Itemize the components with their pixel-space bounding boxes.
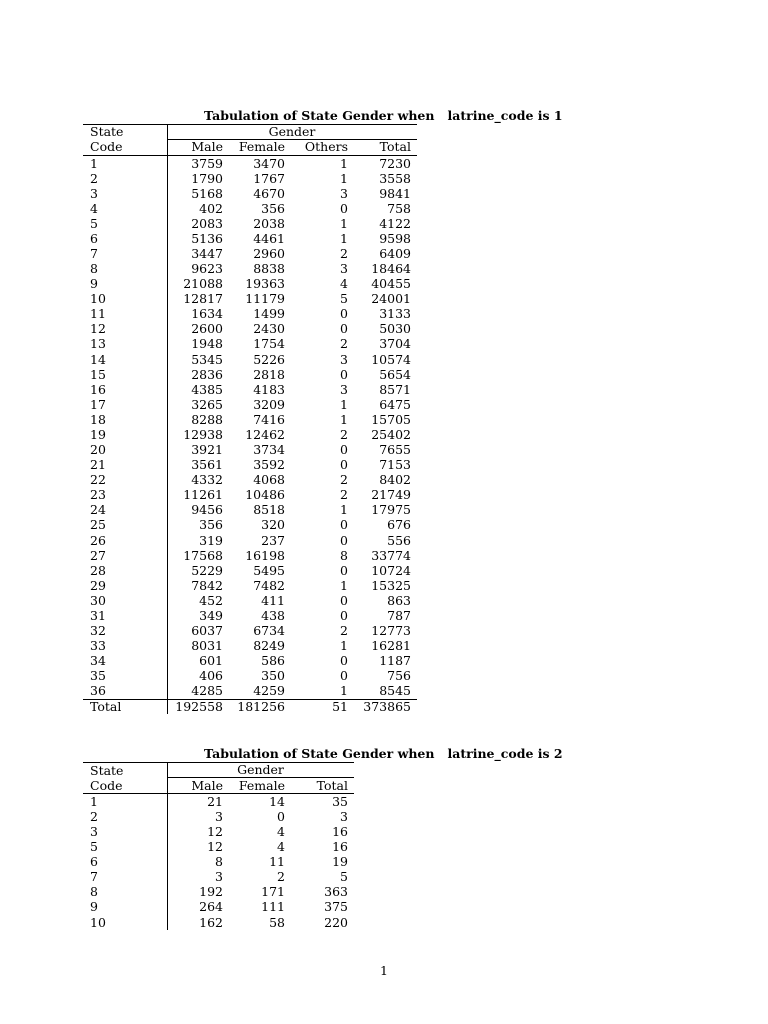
female-count-cell: 8249 [253,638,285,654]
state-code-cell: 15 [90,366,106,382]
total-count-cell: 6409 [379,245,411,261]
total-count-cell: 10724 [371,562,411,578]
female-count-cell: 350 [261,668,285,684]
male-count-cell: 4385 [191,381,223,397]
female-count-cell: 11179 [245,291,285,307]
female-count-cell: 2 [277,869,285,885]
total-count-cell: 7655 [379,442,411,458]
state-code-cell: 29 [90,577,106,593]
others-count-cell: 1 [340,577,348,593]
table-row [0,427,768,442]
male-count-cell: 406 [199,668,223,684]
state-code-cell: 13 [90,336,106,352]
male-count-cell: 8 [215,854,223,869]
female-count-cell: 58 [269,914,285,930]
others-count-cell: 2 [340,472,348,488]
table-row [0,899,768,914]
total-label: Total [90,698,122,714]
female-count-cell: 4183 [253,381,285,397]
female-count-cell: 4 [277,838,285,854]
table-row [0,809,768,824]
table-row [0,216,768,231]
male-count-cell: 21088 [183,276,223,292]
table-row [0,638,768,653]
others-count-cell: 0 [340,668,348,684]
table-row [0,869,768,884]
total-count-cell: 787 [387,607,411,623]
state-code-cell: 3 [90,185,98,201]
state-code-cell: 34 [90,653,106,669]
male-count-cell: 192558 [175,698,223,714]
total-count-cell: 7153 [379,457,411,473]
others-count-cell: 0 [340,562,348,578]
male-count-cell: 17568 [183,547,223,563]
row-header-code: Code [90,777,123,793]
table-row [0,442,768,457]
table-row [0,201,768,216]
total-count-cell: 756 [387,668,411,684]
others-count-cell: 0 [340,532,348,548]
table-row [0,824,768,839]
state-code-cell: 9 [90,899,98,915]
female-count-cell: 4259 [253,683,285,699]
total-count-cell: 3 [340,808,348,824]
total-count-cell: 18464 [371,261,411,277]
total-count-cell: 373865 [363,698,411,714]
male-count-cell: 4285 [191,683,223,699]
state-code-cell: 20 [90,442,106,458]
female-count-cell: 5226 [253,351,285,367]
male-count-cell: 21 [207,793,223,809]
male-count-cell: 8288 [191,411,223,427]
male-count-cell: 319 [199,532,223,548]
female-count-cell: 111 [261,899,285,915]
male-count-cell: 5229 [191,562,223,578]
others-count-cell: 1 [340,502,348,518]
female-count-cell: 14 [269,793,285,809]
female-count-cell: 181256 [237,698,285,714]
group-header-gender: Gender [268,123,316,139]
female-count-cell: 6734 [253,622,285,638]
table-row [0,412,768,427]
column-header-others: Others [304,138,348,154]
state-code-cell: 28 [90,562,106,578]
page-number: 1 [380,962,388,978]
state-code-cell: 6 [90,854,98,869]
table-row [0,306,768,321]
others-count-cell: 5 [340,291,348,307]
state-code-cell: 22 [90,472,106,488]
others-count-cell: 3 [340,351,348,367]
table-row [0,397,768,412]
table-row [0,156,768,171]
female-count-cell: 4 [277,823,285,839]
female-count-cell: 4670 [253,185,285,201]
table-title: Tabulation of State Gender when latrine_code is 2 [204,745,563,761]
male-count-cell: 8031 [191,638,223,654]
female-count-cell: 320 [261,517,285,533]
female-count-cell: 11 [269,854,285,869]
state-code-cell: 8 [90,884,98,900]
table-row [0,367,768,382]
male-count-cell: 2083 [191,215,223,231]
state-code-cell: 27 [90,547,106,563]
male-count-cell: 1634 [191,306,223,322]
male-count-cell: 601 [199,653,223,669]
total-count-cell: 33774 [371,547,411,563]
male-count-cell: 7842 [191,577,223,593]
table-row [0,457,768,472]
table-row [0,336,768,351]
total-count-cell: 220 [324,914,348,930]
others-count-cell: 0 [340,442,348,458]
total-count-cell: 9841 [379,185,411,201]
male-count-cell: 11261 [183,487,223,503]
others-count-cell: 0 [340,607,348,623]
total-count-cell: 758 [387,200,411,216]
female-count-cell: 411 [261,592,285,608]
male-count-cell: 1790 [191,170,223,186]
table-title: Tabulation of State Gender when latrine_code is 1 [204,107,563,123]
table-row [0,548,768,563]
table-row [0,839,768,854]
total-count-cell: 3704 [379,336,411,352]
female-count-cell: 3209 [253,396,285,412]
state-code-cell: 10 [90,291,106,307]
total-count-cell: 12773 [371,622,411,638]
total-count-cell: 17975 [371,502,411,518]
others-count-cell: 1 [340,170,348,186]
others-count-cell: 1 [340,638,348,654]
female-count-cell: 3592 [253,457,285,473]
others-count-cell: 2 [340,426,348,442]
others-count-cell: 0 [340,200,348,216]
female-count-cell: 4068 [253,472,285,488]
state-code-cell: 8 [90,261,98,277]
others-count-cell: 1 [340,396,348,412]
male-count-cell: 3265 [191,396,223,412]
total-count-cell: 16281 [371,638,411,654]
others-count-cell: 0 [340,306,348,322]
total-count-cell: 16 [332,838,348,854]
female-count-cell: 3470 [253,155,285,171]
total-count-cell: 8402 [379,472,411,488]
table-row [0,291,768,306]
state-code-cell: 21 [90,457,106,473]
state-code-cell: 5 [90,215,98,231]
female-count-cell: 0 [277,808,285,824]
male-count-cell: 12938 [183,426,223,442]
female-count-cell: 171 [261,884,285,900]
male-count-cell: 6037 [191,622,223,638]
table-row [0,517,768,532]
others-count-cell: 0 [340,592,348,608]
female-count-cell: 356 [261,200,285,216]
female-count-cell: 237 [261,532,285,548]
table-row [0,276,768,291]
state-code-cell: 2 [90,808,98,824]
table-row [0,321,768,336]
female-count-cell: 4461 [253,230,285,246]
table-row [0,171,768,186]
table-row [0,487,768,502]
female-count-cell: 1767 [253,170,285,186]
total-row [0,699,768,714]
state-code-cell: 2 [90,170,98,186]
male-count-cell: 3 [215,808,223,824]
male-count-cell: 1948 [191,336,223,352]
male-count-cell: 3921 [191,442,223,458]
table-row [0,352,768,367]
others-count-cell: 1 [340,230,348,246]
others-count-cell: 0 [340,366,348,382]
others-count-cell: 2 [340,336,348,352]
state-code-cell: 6 [90,230,98,246]
total-count-cell: 15705 [371,411,411,427]
table-row [0,231,768,246]
table-row [0,884,768,899]
total-count-cell: 40455 [371,276,411,292]
others-count-cell: 1 [340,683,348,699]
male-count-cell: 264 [199,899,223,915]
total-count-cell: 35 [332,793,348,809]
others-count-cell: 8 [340,547,348,563]
state-code-cell: 11 [90,306,106,322]
others-count-cell: 0 [340,321,348,337]
male-count-cell: 2836 [191,366,223,382]
column-header-female: Female [238,138,285,154]
state-code-cell: 30 [90,592,106,608]
male-count-cell: 12 [207,823,223,839]
total-count-cell: 3133 [379,306,411,322]
male-count-cell: 192 [199,884,223,900]
others-count-cell: 1 [340,155,348,171]
table-row [0,854,768,869]
state-code-cell: 16 [90,381,106,397]
table-row [0,794,768,809]
state-code-cell: 33 [90,638,106,654]
total-count-cell: 16 [332,823,348,839]
state-code-cell: 5 [90,838,98,854]
row-header-state: State [90,123,124,139]
female-count-cell: 10486 [245,487,285,503]
state-code-cell: 18 [90,411,106,427]
table-row [0,502,768,517]
male-count-cell: 3561 [191,457,223,473]
state-code-cell: 9 [90,276,98,292]
female-count-cell: 2818 [253,366,285,382]
table-row [0,623,768,638]
state-code-cell: 1 [90,793,98,809]
table-row [0,382,768,397]
others-count-cell: 3 [340,185,348,201]
male-count-cell: 5345 [191,351,223,367]
total-count-cell: 375 [324,899,348,915]
table-row [0,246,768,261]
state-code-cell: 10 [90,914,106,930]
male-count-cell: 4332 [191,472,223,488]
male-count-cell: 162 [199,914,223,930]
male-count-cell: 9456 [191,502,223,518]
state-code-cell: 24 [90,502,106,518]
column-header-female: Female [238,777,285,793]
male-count-cell: 356 [199,517,223,533]
total-count-cell: 863 [387,592,411,608]
table-row [0,668,768,683]
total-count-cell: 676 [387,517,411,533]
column-header-male: Male [191,138,223,154]
total-count-cell: 363 [324,884,348,900]
column-header-total: Total [379,138,411,154]
others-count-cell: 0 [340,457,348,473]
row-header-state: State [90,762,124,778]
female-count-cell: 19363 [245,276,285,292]
table-row [0,653,768,668]
male-count-cell: 402 [199,200,223,216]
male-count-cell: 3 [215,869,223,885]
state-code-cell: 26 [90,532,106,548]
total-count-cell: 1187 [379,653,411,669]
state-code-cell: 1 [90,155,98,171]
state-code-cell: 12 [90,321,106,337]
total-count-cell: 9598 [379,230,411,246]
state-code-cell: 32 [90,622,106,638]
state-code-cell: 36 [90,683,106,699]
female-count-cell: 438 [261,607,285,623]
others-count-cell: 3 [340,261,348,277]
male-count-cell: 3447 [191,245,223,261]
state-code-cell: 19 [90,426,106,442]
state-code-cell: 23 [90,487,106,503]
state-code-cell: 4 [90,200,98,216]
table-row [0,683,768,698]
female-count-cell: 1499 [253,306,285,322]
group-header-gender: Gender [237,761,284,777]
others-count-cell: 2 [340,622,348,638]
others-count-cell: 2 [340,487,348,503]
state-code-cell: 17 [90,396,106,412]
total-count-cell: 8571 [379,381,411,397]
state-code-cell: 3 [90,823,98,839]
total-count-cell: 15325 [371,577,411,593]
female-count-cell: 8518 [253,502,285,518]
table-row [0,472,768,487]
others-count-cell: 3 [340,381,348,397]
table-row [0,593,768,608]
total-count-cell: 21749 [371,487,411,503]
others-count-cell: 4 [340,276,348,292]
female-count-cell: 7416 [253,411,285,427]
table-row [0,578,768,593]
total-count-cell: 5030 [379,321,411,337]
male-count-cell: 12 [207,838,223,854]
total-count-cell: 5654 [379,366,411,382]
column-header-total: Total [316,777,348,793]
total-count-cell: 25402 [371,426,411,442]
others-count-cell: 2 [340,245,348,261]
male-count-cell: 2600 [191,321,223,337]
state-code-cell: 35 [90,668,106,684]
total-count-cell: 8545 [379,683,411,699]
female-count-cell: 7482 [253,577,285,593]
total-count-cell: 10574 [371,351,411,367]
total-count-cell: 7230 [379,155,411,171]
female-count-cell: 586 [261,653,285,669]
column-header-male: Male [191,777,223,793]
table-row [0,261,768,276]
table-row [0,608,768,623]
male-count-cell: 3759 [191,155,223,171]
state-code-cell: 7 [90,245,98,261]
others-count-cell: 51 [332,698,348,714]
others-count-cell: 0 [340,653,348,669]
total-count-cell: 19 [332,854,348,869]
male-count-cell: 452 [199,592,223,608]
others-count-cell: 1 [340,411,348,427]
table-row [0,533,768,548]
row-header-code: Code [90,138,123,154]
male-count-cell: 5168 [191,185,223,201]
female-count-cell: 1754 [253,336,285,352]
female-count-cell: 5495 [253,562,285,578]
total-count-cell: 3558 [379,170,411,186]
total-count-cell: 6475 [379,396,411,412]
total-count-cell: 24001 [371,291,411,307]
table-row [0,915,768,930]
state-code-cell: 31 [90,607,106,623]
total-count-cell: 5 [340,869,348,885]
female-count-cell: 12462 [245,426,285,442]
state-code-cell: 25 [90,517,106,533]
female-count-cell: 3734 [253,442,285,458]
table-row [0,563,768,578]
female-count-cell: 2960 [253,245,285,261]
female-count-cell: 8838 [253,261,285,277]
female-count-cell: 2430 [253,321,285,337]
state-code-cell: 14 [90,351,106,367]
others-count-cell: 1 [340,215,348,231]
state-code-cell: 7 [90,869,98,885]
male-count-cell: 349 [199,607,223,623]
total-count-cell: 556 [387,532,411,548]
female-count-cell: 16198 [245,547,285,563]
female-count-cell: 2038 [253,215,285,231]
table-row [0,186,768,201]
male-count-cell: 12817 [183,291,223,307]
others-count-cell: 0 [340,517,348,533]
male-count-cell: 9623 [191,261,223,277]
male-count-cell: 5136 [191,230,223,246]
total-count-cell: 4122 [379,215,411,231]
